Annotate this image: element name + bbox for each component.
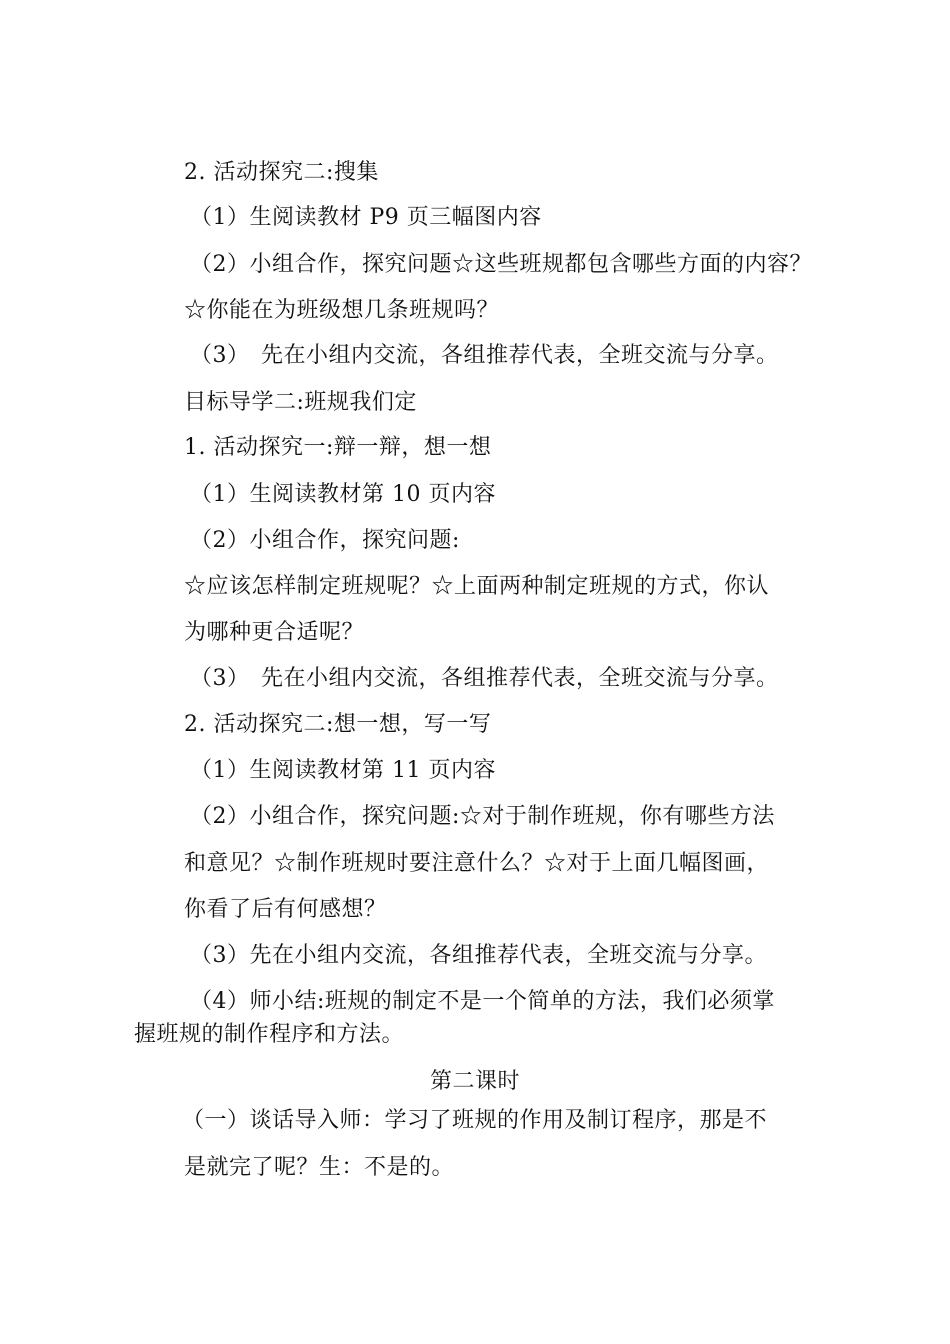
paragraph-line: 和意见？☆制作班规时要注意什么？☆对于上面几幅图画，	[184, 851, 770, 876]
section-heading-activity-1: 1. 活动探究一:辩一辩，想一想	[184, 435, 492, 460]
paragraph-line: 握班规的制作程序和方法。	[134, 1022, 405, 1047]
list-item: （2）小组合作，探究问题:☆对于制作班规，你有哪些方法	[190, 804, 775, 829]
lesson-heading: 第二课时	[429, 1069, 520, 1094]
list-item: （3） 先在小组内交流，各组推荐代表，全班交流与分享。	[190, 343, 779, 368]
list-item: （3） 先在小组内交流，各组推荐代表，全班交流与分享。	[190, 666, 779, 691]
paragraph-line: 你看了后有何感想？	[184, 897, 387, 922]
list-item: （2）小组合作，探究问题☆这些班规都包含哪些方面的内容？	[190, 252, 812, 277]
list-item: （1）生阅读教材第 11 页内容	[190, 758, 496, 783]
section-heading-activity-2: 2. 活动探究二:搜集	[184, 160, 379, 185]
list-item: （1）生阅读教材 P9 页三幅图内容	[190, 205, 542, 230]
list-item: （4）师小结:班规的制定不是一个简单的方法，我们必须掌	[190, 989, 775, 1014]
paragraph-line: （一）谈话导入师：学习了班规的作用及制订程序，那是不	[182, 1108, 768, 1133]
list-item: （1）生阅读教材第 10 页内容	[190, 482, 496, 507]
paragraph-line: 是就完了呢？生：不是的。	[184, 1155, 455, 1180]
list-item: （3）先在小组内交流，各组推荐代表，全班交流与分享。	[190, 943, 767, 968]
list-item: （2）小组合作，探究问题:	[190, 528, 460, 553]
paragraph-line: ☆你能在为班级想几条班规吗？	[184, 298, 500, 323]
section-heading-goal-2: 目标导学二:班规我们定	[184, 390, 417, 415]
paragraph-line: 为哪种更合适呢？	[184, 620, 365, 645]
paragraph-line: ☆应该怎样制定班规呢？☆上面两种制定班规的方式，你认	[184, 574, 770, 599]
section-heading-activity-2b: 2. 活动探究二:想一想，写一写	[184, 712, 492, 737]
